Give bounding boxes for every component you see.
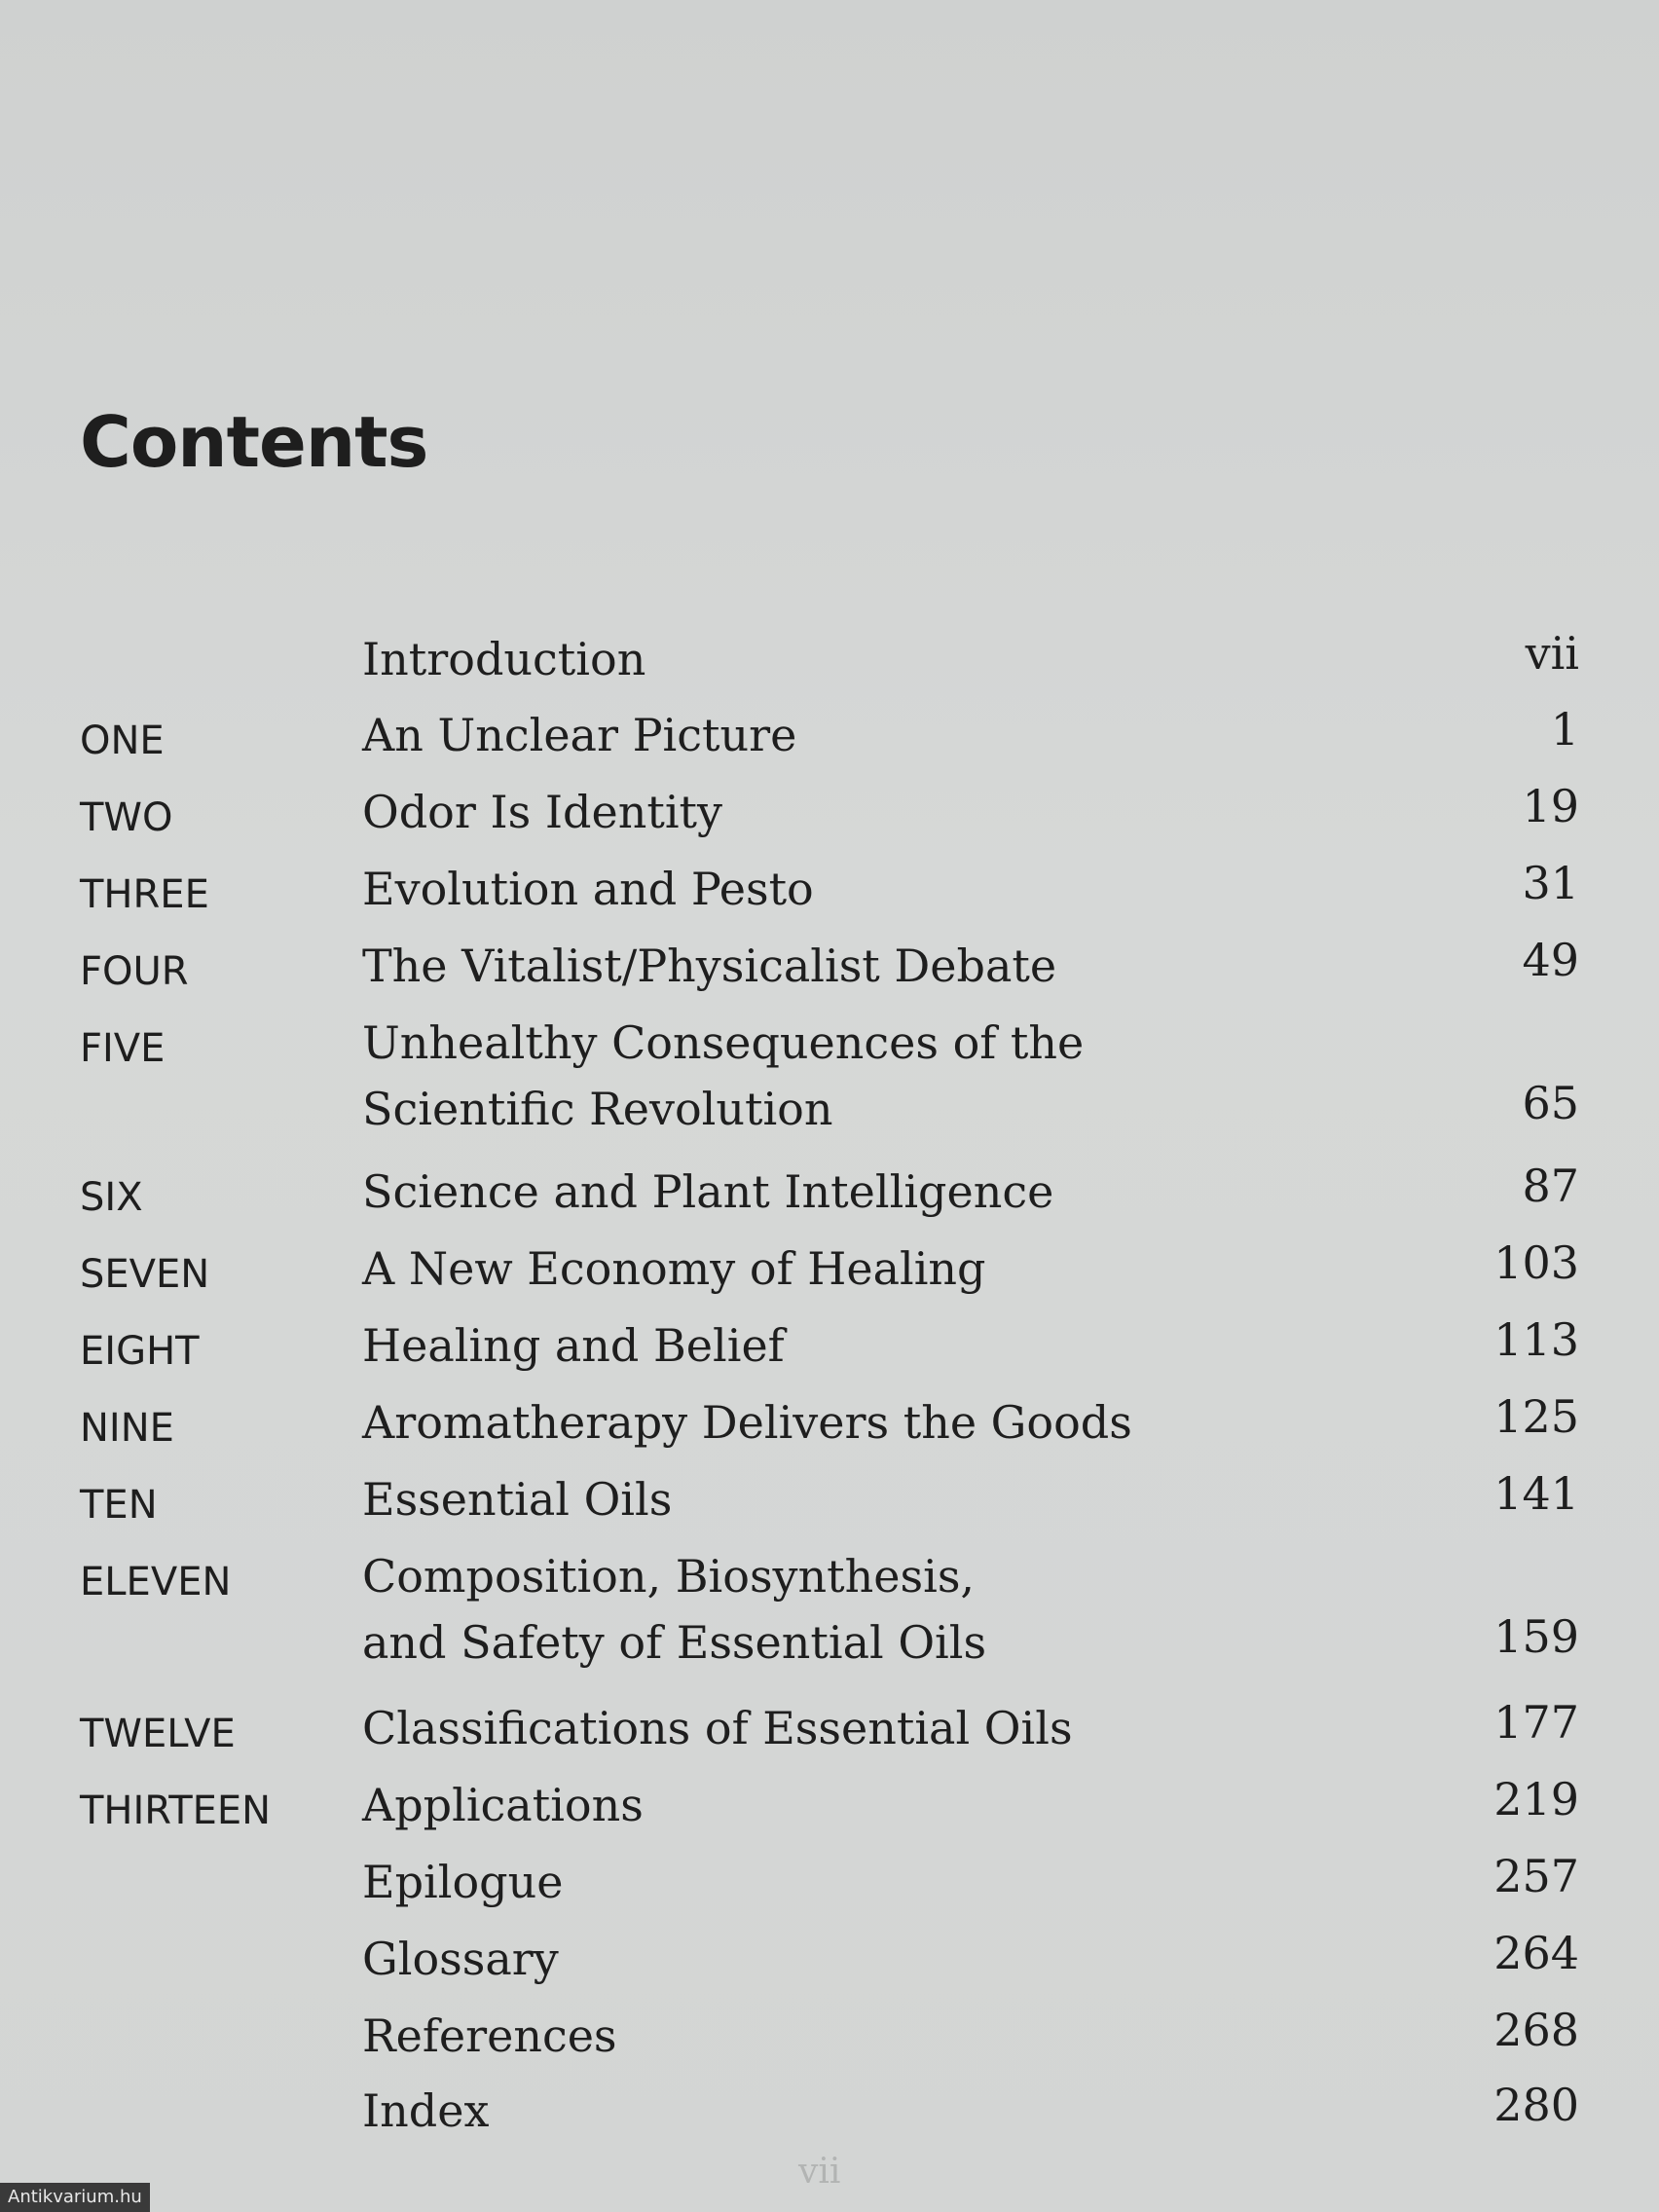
chapter-number: FIVE <box>80 1026 166 1071</box>
page-number: 280 <box>1493 2079 1579 2131</box>
chapter-title: A New Economy of Healing <box>362 1242 986 1295</box>
chapter-number: TWELVE <box>80 1712 236 1756</box>
page-number: 65 <box>1522 1077 1579 1129</box>
chapter-title: Glossary <box>362 1933 559 1985</box>
page-number: 125 <box>1493 1390 1579 1443</box>
page-number: vii <box>1525 627 1579 680</box>
chapter-title: Science and Plant Intelligence <box>362 1165 1054 1218</box>
chapter-title: An Unclear Picture <box>362 709 797 761</box>
chapter-number: NINE <box>80 1406 174 1451</box>
chapter-number: TWO <box>80 795 173 840</box>
chapter-title: Odor Is Identity <box>362 786 722 838</box>
chapter-title: Composition, Biosynthesis, <box>362 1550 976 1603</box>
chapter-title: Unhealthy Consequences of the <box>362 1016 1085 1069</box>
page-folio: vii <box>798 2152 841 2192</box>
chapter-number: SEVEN <box>80 1252 210 1297</box>
chapter-title: Epilogue <box>362 1856 564 1908</box>
chapter-title: Healing and Belief <box>362 1319 785 1372</box>
page-number: 264 <box>1493 1927 1579 1979</box>
page-number: 87 <box>1522 1160 1579 1212</box>
page-number: 1 <box>1550 703 1579 756</box>
chapter-title: Evolution and Pesto <box>362 863 814 915</box>
chapter-title: References <box>362 2009 617 2062</box>
page-number: 31 <box>1522 857 1579 909</box>
page-number: 113 <box>1493 1313 1579 1366</box>
page-title: Contents <box>80 401 428 483</box>
page-number: 257 <box>1493 1850 1579 1902</box>
chapter-title: Index <box>362 2084 490 2137</box>
page-number: 19 <box>1522 780 1579 832</box>
chapter-number: EIGHT <box>80 1329 200 1374</box>
page-number: 103 <box>1493 1236 1579 1289</box>
chapter-number: FOUR <box>80 949 189 994</box>
page-number: 268 <box>1493 2004 1579 2056</box>
chapter-title: The Vitalist/Physicalist Debate <box>362 940 1057 992</box>
page-number: 159 <box>1493 1610 1579 1663</box>
chapter-title: Essential Oils <box>362 1473 673 1526</box>
page-number: 219 <box>1493 1773 1579 1825</box>
page-number: 177 <box>1493 1696 1579 1749</box>
watermark-label: Antikvarium.hu <box>0 2183 150 2212</box>
chapter-title: Classifications of Essential Oils <box>362 1702 1073 1754</box>
chapter-number: ELEVEN <box>80 1560 232 1604</box>
chapter-number: ONE <box>80 719 165 763</box>
chapter-number: THIRTEEN <box>80 1788 272 1833</box>
chapter-title: Aromatherapy Delivers the Goods <box>362 1396 1132 1449</box>
page-number: 141 <box>1493 1467 1579 1520</box>
chapter-title: Introduction <box>362 633 646 685</box>
chapter-number: SIX <box>80 1175 143 1220</box>
chapter-number: TEN <box>80 1483 158 1528</box>
page-number: 49 <box>1522 934 1579 986</box>
chapter-title: Applications <box>362 1779 644 1831</box>
chapter-title: Scientific Revolution <box>362 1083 833 1135</box>
chapter-number: THREE <box>80 872 209 917</box>
chapter-title: and Safety of Essential Oils <box>362 1616 987 1669</box>
